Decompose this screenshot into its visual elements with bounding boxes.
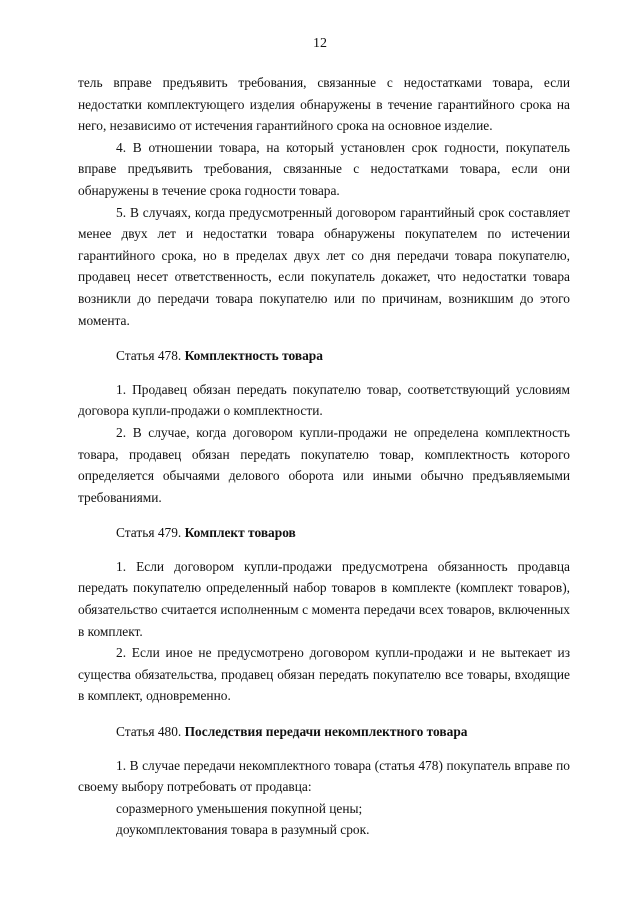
- article-479-paragraph-1: 1. Если договором купли-продажи предусмотрена обязанность продавца передать покупателю определенный набор товаров в комплекте (комплект товаров), обязательство считается исполненным с момента передачи всех товаров, включенных в комплект.: [78, 558, 570, 639]
- article-478-heading: [78, 345, 570, 367]
- article-478-label: Статья 478.: [116, 348, 182, 364]
- article-480-item-2: доукомплектования товара в разумный срок.: [116, 822, 370, 838]
- page-number: 12: [313, 36, 327, 51]
- paragraph-4: 4. В отношении товара, на который установлен срок годности, покупатель вправе предъявить требования, связанные с недостатками товара, если они обнаружены в течение срока годности товара.: [78, 139, 570, 198]
- article-480-heading: [78, 721, 570, 743]
- article-479-title: Комплект товаров: [184, 525, 296, 541]
- article-478-paragraph-2: 2. В случае, когда договором купли-продажи не определена комплектность товара, продавец обязан передать покупателю товар, комплектность которого определяется обычаями делового оборота или иными обычно предъявляемыми требованиями.: [78, 424, 570, 505]
- paragraph-5: 5. В случаях, когда предусмотренный договором гарантийный срок составляет менее двух лет и недостатки товара обнаружены покупателем по истечении гарантийного срока, но в пределах двух лет со дня передачи товара покупателю, продавец несет ответственность, если покупатель докажет, что недостатки товара возникли до передачи товара покупателю или по причинам, возникшим до этого момента.: [78, 204, 570, 328]
- article-480-title: Последствия передачи некомплектного товара: [184, 724, 468, 740]
- article-480-paragraph-1: 1. В случае передачи некомплектного товара (статья 478) покупатель вправе по своему выбору потребовать от продавца:: [78, 757, 570, 795]
- document-body: [78, 72, 570, 841]
- article-480-item-1: соразмерного уменьшения покупной цены;: [116, 800, 363, 816]
- article-479-heading: [78, 522, 570, 544]
- article-478-title: Комплектность товара: [184, 348, 323, 364]
- paragraph-continued: тель вправе предъявить требования, связанные с недостатками товара, если недостатки комплектующего изделия обнаружены в течение гарантийного срока на него, независимо от истечения гарантийного срока на основное изделие.: [78, 75, 570, 134]
- article-478-paragraph-1: 1. Продавец обязан передать покупателю товар, соответствующий условиям договора купли-продажи о комплектности.: [78, 381, 570, 419]
- article-479-label: Статья 479.: [116, 525, 182, 541]
- article-479-paragraph-2: 2. Если иное не предусмотрено договором купли-продажи и не вытекает из существа обязательства, продавец обязан передать покупателю все товары, входящие в комплект, одновременно.: [78, 645, 570, 704]
- article-480-label: Статья 480.: [116, 724, 182, 740]
